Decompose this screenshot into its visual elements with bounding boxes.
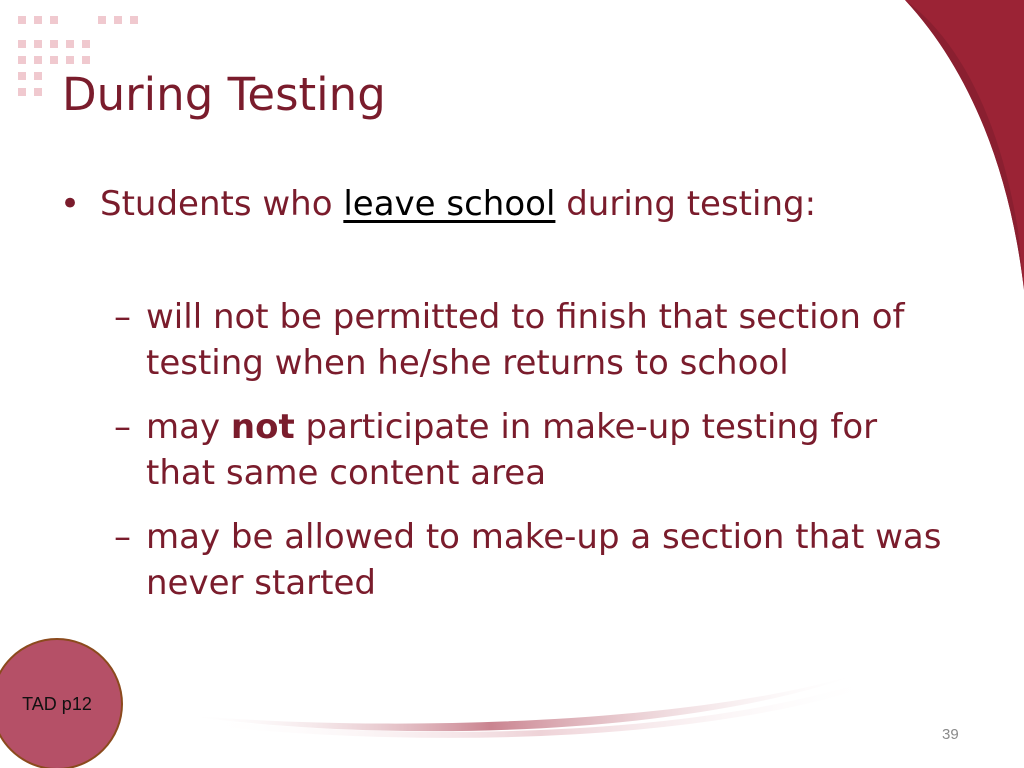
sub-bullet-post: participate in make-up testing for that same content area bbox=[146, 407, 878, 493]
tad-reference-badge bbox=[0, 638, 123, 768]
dash-icon: – bbox=[114, 517, 131, 557]
sub-bullet-3 bbox=[114, 514, 944, 606]
bullet-suffix: during testing: bbox=[555, 184, 817, 224]
page-number: 39 bbox=[942, 726, 959, 743]
slide-title: During Testing bbox=[62, 68, 386, 121]
sub-bullet-pre: may bbox=[146, 407, 231, 447]
sub-bullet-text: may be allowed to make-up a section that was never started bbox=[146, 517, 942, 603]
sub-bullet-text: will not be permitted to finish that section of testing when he/she returns to school bbox=[146, 297, 905, 383]
dash-icon: – bbox=[114, 297, 131, 337]
sub-bullet-1 bbox=[114, 294, 944, 386]
bullet-dot-icon: • bbox=[60, 184, 81, 224]
leave-school-link[interactable]: leave school bbox=[343, 184, 556, 224]
bullet-prefix: Students who bbox=[100, 184, 344, 224]
badge-label: TAD p12 bbox=[22, 693, 92, 714]
sub-bullet-2 bbox=[114, 404, 944, 496]
dash-icon: – bbox=[114, 407, 131, 447]
sub-bullet-emphasis: not bbox=[230, 407, 295, 447]
sub-bullet-text bbox=[146, 404, 944, 496]
main-bullet bbox=[60, 184, 816, 224]
